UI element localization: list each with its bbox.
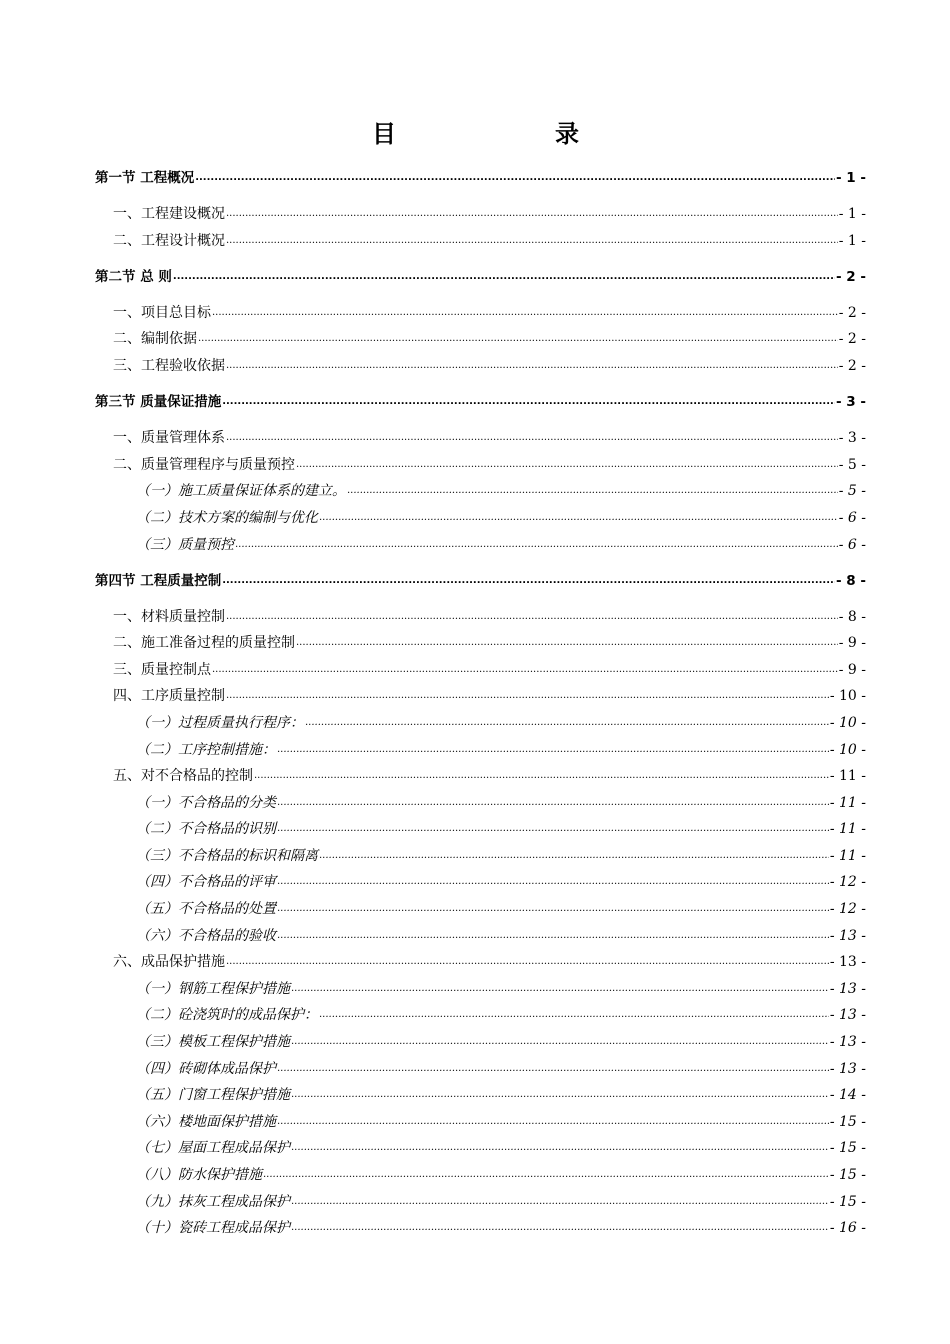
toc-leader bbox=[226, 431, 838, 445]
toc-leader bbox=[291, 1221, 829, 1235]
toc-entry-label: 四、工序质量控制 bbox=[113, 688, 225, 704]
toc-entry-label: 一、工程建设概况 bbox=[113, 206, 225, 222]
toc-entry-page: - 3 - bbox=[838, 430, 866, 446]
toc-entry[interactable] bbox=[136, 817, 866, 839]
toc-entry[interactable] bbox=[136, 1190, 866, 1212]
toc-entry[interactable] bbox=[136, 738, 866, 760]
toc-entry[interactable] bbox=[95, 166, 866, 188]
toc-entry-page: - 10 - bbox=[829, 688, 866, 704]
toc-entry-page: - 9 - bbox=[838, 662, 866, 678]
toc-entry-page: - 3 - bbox=[836, 394, 866, 410]
toc-entry[interactable] bbox=[136, 1030, 866, 1052]
toc-entry[interactable] bbox=[95, 569, 866, 591]
toc-entry[interactable] bbox=[136, 977, 866, 999]
toc-leader bbox=[277, 1062, 829, 1076]
toc-entry[interactable] bbox=[136, 924, 866, 946]
toc-entry-label: （四）不合格品的评审 bbox=[136, 874, 276, 890]
toc-entry-page: - 11 - bbox=[829, 848, 866, 864]
toc-leader bbox=[319, 1008, 829, 1022]
toc-entry-label: （一）钢筋工程保护措施 bbox=[136, 981, 290, 997]
toc-leader bbox=[305, 716, 829, 730]
toc-leader bbox=[319, 511, 838, 525]
toc-entry-label: 六、成品保护措施 bbox=[113, 954, 225, 970]
toc-leader bbox=[212, 663, 838, 677]
toc-entry-page: - 1 - bbox=[838, 206, 866, 222]
toc-leader bbox=[212, 306, 838, 320]
toc-entry-page: - 14 - bbox=[829, 1087, 866, 1103]
toc-entry[interactable] bbox=[136, 533, 866, 555]
toc-entry-label: （三）不合格品的标识和隔离 bbox=[136, 848, 318, 864]
toc-entry-label: 三、工程验收依据 bbox=[113, 358, 225, 374]
toc-entry-label: （七）屋面工程成品保护 bbox=[136, 1140, 290, 1156]
toc-leader bbox=[195, 171, 835, 185]
toc-leader bbox=[198, 332, 838, 346]
toc-title-right: 录 bbox=[555, 120, 579, 148]
toc-entry[interactable] bbox=[136, 1003, 866, 1025]
toc-leader bbox=[277, 743, 829, 757]
toc-entry[interactable] bbox=[113, 301, 866, 323]
toc-entry-label: （三）模板工程保护措施 bbox=[136, 1034, 290, 1050]
toc-entry[interactable] bbox=[136, 1110, 866, 1132]
toc-entry-label: （十）瓷砖工程成品保护 bbox=[136, 1220, 290, 1236]
toc-entry[interactable] bbox=[136, 1216, 866, 1238]
toc-entry-page: - 13 - bbox=[829, 954, 866, 970]
toc-entry[interactable] bbox=[113, 605, 866, 627]
toc-entry-label: 二、质量管理程序与质量预控 bbox=[113, 457, 295, 473]
toc-entry[interactable] bbox=[113, 631, 866, 653]
toc-entry[interactable] bbox=[136, 1057, 866, 1079]
toc-entry-label: 二、施工准备过程的质量控制 bbox=[113, 635, 295, 651]
toc-leader bbox=[222, 395, 835, 409]
toc-entry-label: （五）不合格品的处置 bbox=[136, 901, 276, 917]
toc-entry-label: （二）技术方案的编制与优化 bbox=[136, 510, 318, 526]
toc-leader bbox=[277, 1115, 829, 1129]
toc-entry-label: 第四节 工程质量控制 bbox=[95, 573, 222, 589]
toc-entry[interactable] bbox=[113, 764, 866, 786]
toc-entry[interactable] bbox=[136, 1136, 866, 1158]
toc-leader bbox=[254, 769, 829, 783]
toc-entry[interactable] bbox=[136, 711, 866, 733]
toc-entry-page: - 6 - bbox=[838, 537, 866, 553]
toc-entry-page: - 13 - bbox=[829, 981, 866, 997]
toc-entry[interactable] bbox=[113, 684, 866, 706]
toc-entry-label: （一）过程质量执行程序： bbox=[136, 715, 304, 731]
toc-leader bbox=[226, 610, 838, 624]
toc-entry-page: - 2 - bbox=[838, 358, 866, 374]
toc-entry-label: （一）不合格品的分类 bbox=[136, 795, 276, 811]
toc-entry-label: （二）工序控制措施： bbox=[136, 742, 276, 758]
toc-entry-label: （二）砼浇筑时的成品保护： bbox=[136, 1007, 318, 1023]
toc-leader bbox=[226, 207, 838, 221]
toc-entry-label: （六）不合格品的验收 bbox=[136, 928, 276, 944]
toc-leader bbox=[296, 636, 838, 650]
toc-entry-page: - 1 - bbox=[838, 233, 866, 249]
toc-entry[interactable] bbox=[95, 390, 866, 412]
toc-leader bbox=[319, 849, 829, 863]
toc-leader bbox=[226, 359, 838, 373]
toc-entry-label: （三）质量预控 bbox=[136, 537, 234, 553]
toc-entry[interactable] bbox=[136, 479, 866, 501]
toc-leader bbox=[291, 1195, 829, 1209]
toc-entry-label: （六）楼地面保护措施 bbox=[136, 1114, 276, 1130]
toc-leader bbox=[291, 1035, 829, 1049]
toc-entry-label: 一、质量管理体系 bbox=[113, 430, 225, 446]
toc-leader bbox=[226, 234, 838, 248]
toc-entry-page: - 11 - bbox=[829, 821, 866, 837]
toc-leader bbox=[222, 574, 835, 588]
toc-entry[interactable] bbox=[136, 1163, 866, 1185]
toc-entry-label: （一）施工质量保证体系的建立。 bbox=[136, 483, 346, 499]
toc-entry-label: 第三节 质量保证措施 bbox=[95, 394, 222, 410]
toc-entry-page: - 12 - bbox=[829, 901, 866, 917]
toc-entry-label: 三、质量控制点 bbox=[113, 662, 211, 678]
toc-entry[interactable] bbox=[136, 844, 866, 866]
toc-entry[interactable] bbox=[113, 327, 866, 349]
toc-entry-page: - 12 - bbox=[829, 874, 866, 890]
toc-entry-page: - 10 - bbox=[829, 715, 866, 731]
toc-entry[interactable] bbox=[136, 506, 866, 528]
toc-entry-page: - 13 - bbox=[829, 928, 866, 944]
toc-entry-page: - 1 - bbox=[836, 170, 866, 186]
toc-leader bbox=[235, 538, 838, 552]
toc-entry[interactable] bbox=[136, 870, 866, 892]
toc-entry-label: 五、对不合格品的控制 bbox=[113, 768, 253, 784]
toc-entry-label: 第二节 总 则 bbox=[95, 269, 172, 285]
toc-entry[interactable] bbox=[113, 202, 866, 224]
toc-entry[interactable] bbox=[136, 897, 866, 919]
toc-entry[interactable] bbox=[113, 354, 866, 376]
toc-entry-page: - 6 - bbox=[838, 510, 866, 526]
toc-leader bbox=[277, 875, 829, 889]
toc-entry-page: - 11 - bbox=[829, 795, 866, 811]
toc-leader bbox=[226, 955, 829, 969]
toc-entry-label: （九）抹灰工程成品保护 bbox=[136, 1194, 290, 1210]
toc-entry-page: - 15 - bbox=[829, 1194, 866, 1210]
toc-entry-label: 一、材料质量控制 bbox=[113, 609, 225, 625]
toc-entry-page: - 13 - bbox=[829, 1061, 866, 1077]
toc-entry-page: - 15 - bbox=[829, 1167, 866, 1183]
toc-leader bbox=[291, 1141, 829, 1155]
toc-entry-label: 第一节 工程概况 bbox=[95, 170, 195, 186]
toc-leader bbox=[291, 1088, 829, 1102]
toc-entry-page: - 10 - bbox=[829, 742, 866, 758]
toc-entry-label: 一、项目总目标 bbox=[113, 305, 211, 321]
toc-entry[interactable] bbox=[113, 658, 866, 680]
toc-entry[interactable] bbox=[113, 950, 866, 972]
toc-entry[interactable] bbox=[136, 791, 866, 813]
toc-leader bbox=[296, 458, 838, 472]
toc-entry-label: （二）不合格品的识别 bbox=[136, 821, 276, 837]
toc-title-left: 目 bbox=[372, 120, 396, 148]
toc-leader bbox=[277, 902, 829, 916]
toc-entry-page: - 8 - bbox=[838, 609, 866, 625]
toc-entry-page: - 13 - bbox=[829, 1034, 866, 1050]
toc-entry-page: - 15 - bbox=[829, 1140, 866, 1156]
toc-entry[interactable] bbox=[136, 1083, 866, 1105]
toc-entry-page: - 2 - bbox=[838, 305, 866, 321]
toc-entry-page: - 9 - bbox=[838, 635, 866, 651]
toc-leader bbox=[277, 929, 829, 943]
toc-entry-page: - 15 - bbox=[829, 1114, 866, 1130]
toc-entry-page: - 5 - bbox=[838, 457, 866, 473]
toc-entry-label: （五）门窗工程保护措施 bbox=[136, 1087, 290, 1103]
toc-leader bbox=[263, 1168, 829, 1182]
toc-entry-page: - 11 - bbox=[829, 768, 866, 784]
toc-leader bbox=[291, 982, 829, 996]
toc-entry[interactable] bbox=[113, 426, 866, 448]
toc-entry-label: 二、工程设计概况 bbox=[113, 233, 225, 249]
toc-leader bbox=[277, 822, 829, 836]
toc-entry-label: （四）砖砌体成品保护 bbox=[136, 1061, 276, 1077]
toc-leader bbox=[226, 689, 829, 703]
toc-leader bbox=[173, 270, 835, 284]
toc-entry-page: - 13 - bbox=[829, 1007, 866, 1023]
toc-entry[interactable] bbox=[95, 265, 866, 287]
toc-entry[interactable] bbox=[113, 453, 866, 475]
toc-leader bbox=[277, 796, 829, 810]
toc-entry-page: - 2 - bbox=[838, 331, 866, 347]
toc-entry-page: - 5 - bbox=[838, 483, 866, 499]
toc-entry-page: - 8 - bbox=[836, 573, 866, 589]
toc-entry-page: - 2 - bbox=[836, 269, 866, 285]
toc-entry-page: - 16 - bbox=[829, 1220, 866, 1236]
toc-entry-label: 二、编制依据 bbox=[113, 331, 197, 347]
toc-entry-label: （八）防水保护措施 bbox=[136, 1167, 262, 1183]
toc-entry[interactable] bbox=[113, 229, 866, 251]
toc-leader bbox=[347, 484, 838, 498]
